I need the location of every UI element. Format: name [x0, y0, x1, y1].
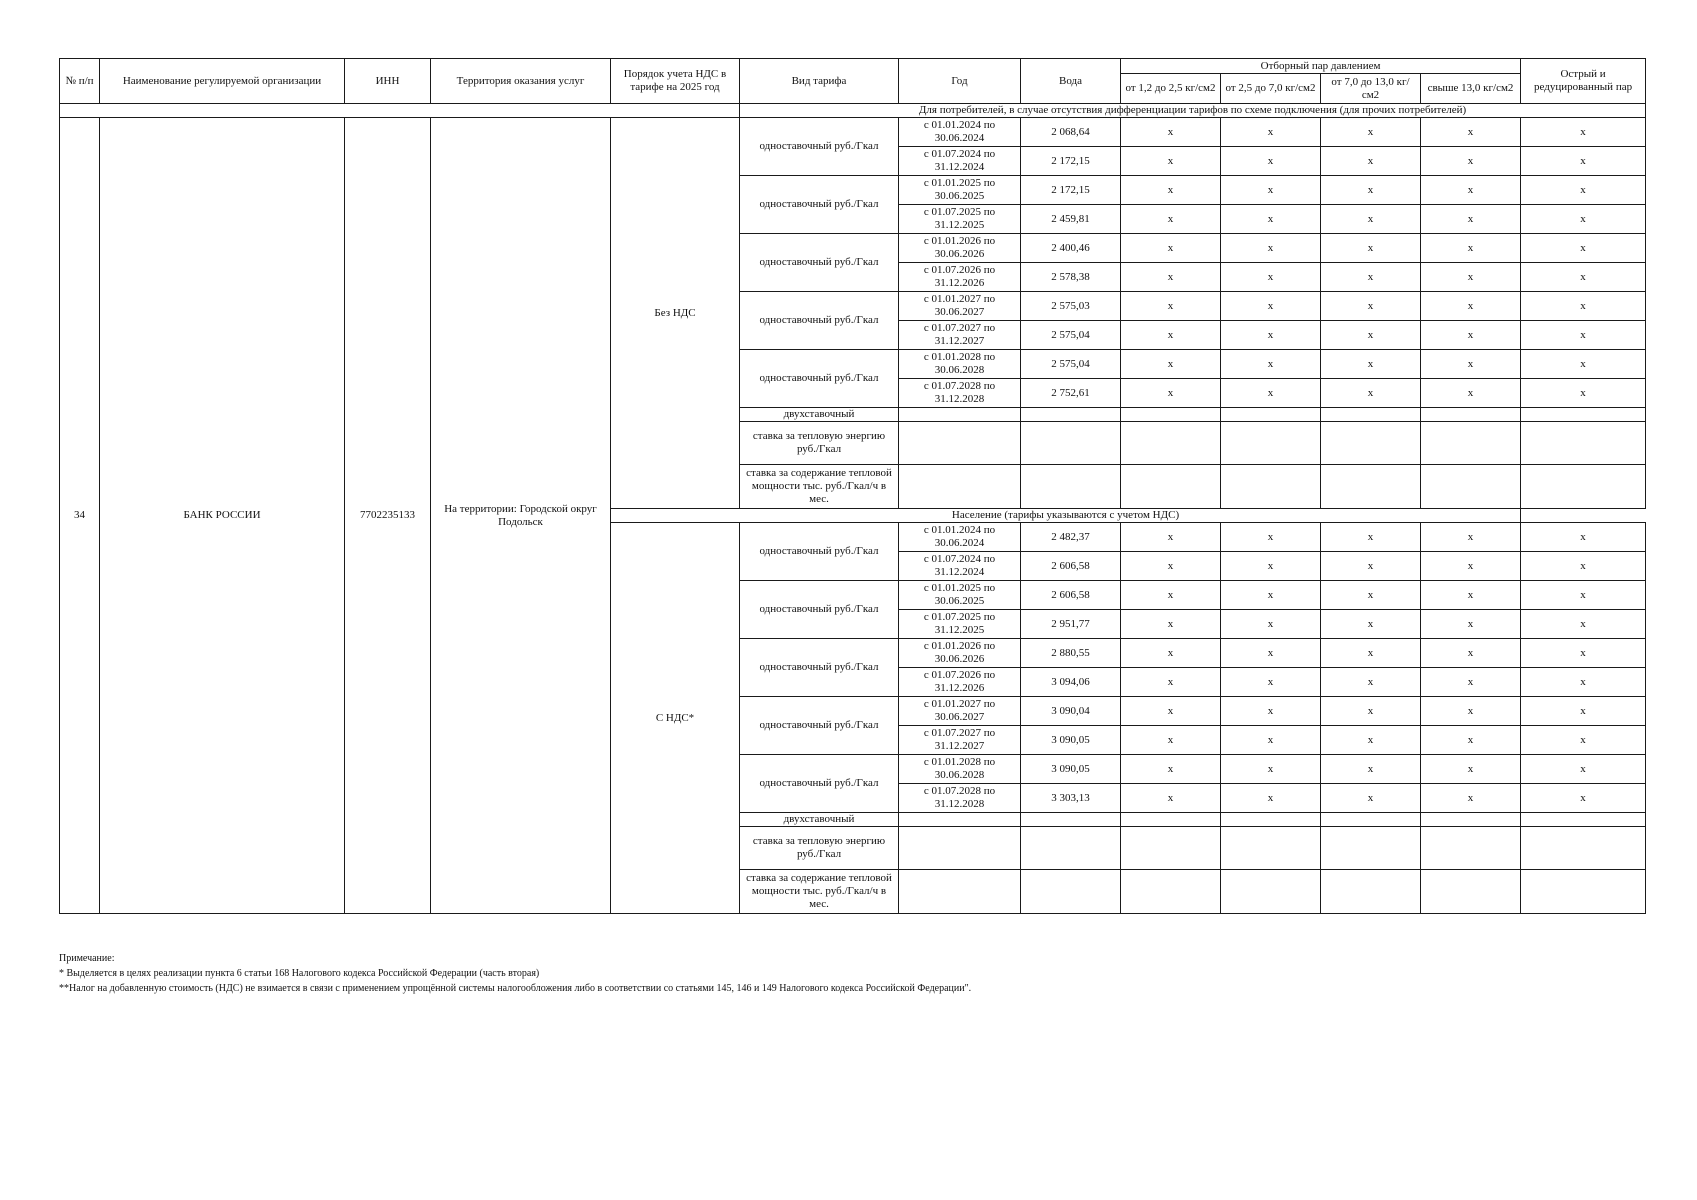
tariff-single-rate: одноставочный руб./Гкал — [740, 697, 899, 755]
header-vat-order: Порядок учета НДС в тарифе на 2025 год — [611, 59, 740, 104]
empty-cell — [1121, 408, 1221, 422]
water-value: 2 606,58 — [1021, 581, 1121, 610]
header-org-name: Наименование регулируемой организации — [100, 59, 345, 104]
x-mark: x — [1521, 263, 1646, 292]
period-second-half: с 01.07.2027 по 31.12.2027 — [899, 726, 1021, 755]
x-mark: x — [1321, 755, 1421, 784]
org-inn: 7702235133 — [345, 118, 431, 914]
x-mark: x — [1521, 610, 1646, 639]
empty-cell — [899, 813, 1021, 827]
x-mark: x — [1221, 552, 1321, 581]
period-second-half: с 01.07.2024 по 31.12.2024 — [899, 552, 1021, 581]
x-mark: x — [1221, 697, 1321, 726]
empty-cell — [1521, 827, 1646, 870]
water-value: 2 575,04 — [1021, 350, 1121, 379]
section-spacer — [60, 104, 740, 118]
x-mark: x — [1221, 292, 1321, 321]
period-first-half: с 01.01.2027 по 30.06.2027 — [899, 292, 1021, 321]
x-mark: x — [1221, 321, 1321, 350]
empty-cell — [1021, 422, 1121, 465]
x-mark: x — [1321, 321, 1421, 350]
period-first-half: с 01.01.2025 по 30.06.2025 — [899, 581, 1021, 610]
tariff-single-rate: одноставочный руб./Гкал — [740, 350, 899, 408]
empty-cell — [1521, 813, 1646, 827]
water-value: 2 459,81 — [1021, 205, 1121, 234]
x-mark: x — [1421, 552, 1521, 581]
empty-cell — [1521, 422, 1646, 465]
water-value: 3 303,13 — [1021, 784, 1121, 813]
x-mark: x — [1121, 118, 1221, 147]
x-mark: x — [1121, 726, 1221, 755]
period-second-half: с 01.07.2024 по 31.12.2024 — [899, 147, 1021, 176]
x-mark: x — [1321, 523, 1421, 552]
empty-cell — [1521, 870, 1646, 914]
empty-cell — [1421, 870, 1521, 914]
x-mark: x — [1321, 292, 1421, 321]
empty-cell — [1321, 422, 1421, 465]
x-mark: x — [1121, 350, 1221, 379]
x-mark: x — [1121, 234, 1221, 263]
x-mark: x — [1121, 523, 1221, 552]
x-mark: x — [1121, 697, 1221, 726]
x-mark: x — [1521, 697, 1646, 726]
x-mark: x — [1121, 379, 1221, 408]
x-mark: x — [1321, 610, 1421, 639]
x-mark: x — [1121, 176, 1221, 205]
empty-cell — [899, 422, 1021, 465]
x-mark: x — [1521, 668, 1646, 697]
x-mark: x — [1321, 581, 1421, 610]
x-mark: x — [1221, 668, 1321, 697]
header-pressure-3: от 7,0 до 13,0 кг/см2 — [1321, 74, 1421, 104]
empty-cell — [1421, 813, 1521, 827]
empty-cell — [1221, 813, 1321, 827]
x-mark: x — [1321, 697, 1421, 726]
water-value: 2 575,04 — [1021, 321, 1121, 350]
empty-cell — [1321, 813, 1421, 827]
period-second-half: с 01.07.2025 по 31.12.2025 — [899, 205, 1021, 234]
period-second-half: с 01.07.2025 по 31.12.2025 — [899, 610, 1021, 639]
x-mark: x — [1421, 784, 1521, 813]
x-mark: x — [1521, 118, 1646, 147]
header-territory: Территория оказания услуг — [431, 59, 611, 104]
water-value: 3 090,04 — [1021, 697, 1121, 726]
empty-cell — [1421, 408, 1521, 422]
x-mark: x — [1121, 610, 1221, 639]
x-mark: x — [1521, 350, 1646, 379]
water-value: 2 400,46 — [1021, 234, 1121, 263]
empty-cell — [1221, 827, 1321, 870]
water-value: 3 090,05 — [1021, 755, 1121, 784]
x-mark: x — [1421, 118, 1521, 147]
header-sharp-steam: Острый и редуцированный пар — [1521, 59, 1646, 104]
x-mark: x — [1521, 726, 1646, 755]
empty-cell — [1421, 827, 1521, 870]
x-mark: x — [1421, 292, 1521, 321]
tariff-single-rate: одноставочный руб./Гкал — [740, 639, 899, 697]
table-body — [60, 104, 1646, 914]
x-mark: x — [1521, 176, 1646, 205]
x-mark: x — [1321, 639, 1421, 668]
water-value: 2 951,77 — [1021, 610, 1121, 639]
x-mark: x — [1321, 205, 1421, 234]
x-mark: x — [1221, 639, 1321, 668]
row-num: 34 — [60, 118, 100, 914]
vat-order: С НДС* — [611, 523, 740, 914]
x-mark: x — [1321, 668, 1421, 697]
empty-cell — [1021, 813, 1121, 827]
x-mark: x — [1221, 755, 1321, 784]
tariff-table — [59, 58, 1646, 914]
x-mark: x — [1221, 523, 1321, 552]
x-mark: x — [1421, 205, 1521, 234]
empty-cell — [1221, 465, 1321, 509]
empty-cell — [1221, 408, 1321, 422]
x-mark: x — [1121, 321, 1221, 350]
period-second-half: с 01.07.2026 по 31.12.2026 — [899, 263, 1021, 292]
x-mark: x — [1421, 147, 1521, 176]
x-mark: x — [1321, 147, 1421, 176]
header-water: Вода — [1021, 59, 1121, 104]
x-mark: x — [1121, 581, 1221, 610]
period-second-half: с 01.07.2027 по 31.12.2027 — [899, 321, 1021, 350]
water-value: 2 172,15 — [1021, 176, 1121, 205]
water-value: 2 068,64 — [1021, 118, 1121, 147]
header-pressure-1: от 1,2 до 2,5 кг/см2 — [1121, 74, 1221, 104]
tariff-sheet — [59, 58, 1645, 914]
period-first-half: с 01.01.2025 по 30.06.2025 — [899, 176, 1021, 205]
x-mark: x — [1421, 234, 1521, 263]
tariff-single-rate: одноставочный руб./Гкал — [740, 523, 899, 581]
empty-cell — [899, 870, 1021, 914]
x-mark: x — [1221, 581, 1321, 610]
water-value: 2 172,15 — [1021, 147, 1121, 176]
water-value: 3 094,06 — [1021, 668, 1121, 697]
x-mark: x — [1121, 668, 1221, 697]
x-mark: x — [1521, 292, 1646, 321]
x-mark: x — [1221, 147, 1321, 176]
x-mark: x — [1121, 205, 1221, 234]
period-first-half: с 01.01.2026 по 30.06.2026 — [899, 639, 1021, 668]
x-mark: x — [1221, 350, 1321, 379]
empty-cell — [1121, 422, 1221, 465]
x-mark: x — [1321, 234, 1421, 263]
period-first-half: с 01.01.2028 по 30.06.2028 — [899, 755, 1021, 784]
empty-cell — [1321, 465, 1421, 509]
x-mark: x — [1221, 610, 1321, 639]
x-mark: x — [1121, 263, 1221, 292]
header-inn: ИНН — [345, 59, 431, 104]
empty-cell — [1021, 465, 1121, 509]
x-mark: x — [1521, 523, 1646, 552]
vat-order: Без НДС — [611, 118, 740, 509]
x-mark: x — [1121, 552, 1221, 581]
empty-cell — [899, 827, 1021, 870]
x-mark: x — [1421, 668, 1521, 697]
x-mark: x — [1321, 726, 1421, 755]
x-mark: x — [1121, 784, 1221, 813]
x-mark: x — [1321, 350, 1421, 379]
empty-cell — [1121, 870, 1221, 914]
x-mark: x — [1121, 147, 1221, 176]
x-mark: x — [1321, 176, 1421, 205]
x-mark: x — [1421, 263, 1521, 292]
x-mark: x — [1321, 118, 1421, 147]
territory: На территории: Городской округ Подольск — [431, 118, 611, 914]
empty-cell — [1221, 422, 1321, 465]
period-first-half: с 01.01.2026 по 30.06.2026 — [899, 234, 1021, 263]
energy-rate-label: ставка за тепловую энергию руб./Гкал — [740, 422, 899, 465]
period-second-half: с 01.07.2028 по 31.12.2028 — [899, 379, 1021, 408]
empty-cell — [1021, 870, 1121, 914]
header-pressure-2: от 2,5 до 7,0 кг/см2 — [1221, 74, 1321, 104]
note-2: **Налог на добавленную стоимость (НДС) не взимается в связи с применением упрощённой системы налогообложения либо в соответствии со статьями 145, 146 и 149 Налогового кодекса Российской Федерации". — [59, 983, 972, 994]
x-mark: x — [1421, 610, 1521, 639]
header-tariff-type: Вид тарифа — [740, 59, 899, 104]
period-first-half: с 01.01.2024 по 30.06.2024 — [899, 118, 1021, 147]
tariff-single-rate: одноставочный руб./Гкал — [740, 234, 899, 292]
empty-cell — [1121, 465, 1221, 509]
header-year: Год — [899, 59, 1021, 104]
tariff-single-rate: одноставочный руб./Гкал — [740, 581, 899, 639]
x-mark: x — [1321, 784, 1421, 813]
header-num: № п/п — [60, 59, 100, 104]
x-mark: x — [1221, 176, 1321, 205]
x-mark: x — [1121, 292, 1221, 321]
empty-cell — [1421, 422, 1521, 465]
x-mark: x — [1221, 263, 1321, 292]
x-mark: x — [1421, 523, 1521, 552]
note-1: * Выделяется в целях реализации пункта 6 статьи 168 Налогового кодекса Российской Федерации (часть вторая) — [59, 968, 540, 979]
water-value: 3 090,05 — [1021, 726, 1121, 755]
water-value: 2 578,38 — [1021, 263, 1121, 292]
x-mark: x — [1321, 552, 1421, 581]
tariff-single-rate: одноставочный руб./Гкал — [740, 292, 899, 350]
empty-cell — [1321, 408, 1421, 422]
x-mark: x — [1421, 697, 1521, 726]
header-pressure-4: свыше 13,0 кг/см2 — [1421, 74, 1521, 104]
x-mark: x — [1421, 350, 1521, 379]
x-mark: x — [1421, 176, 1521, 205]
tariff-single-rate: одноставочный руб./Гкал — [740, 755, 899, 813]
section-title-population: Население (тарифы указываются с учетом НДС) — [611, 509, 1521, 523]
header-steam-group: Отборный пар давлением — [1121, 59, 1521, 74]
x-mark: x — [1521, 321, 1646, 350]
tariff-single-rate: одноставочный руб./Гкал — [740, 118, 899, 176]
x-mark: x — [1521, 234, 1646, 263]
x-mark: x — [1521, 205, 1646, 234]
notes — [59, 951, 971, 996]
water-value: 2 482,37 — [1021, 523, 1121, 552]
empty-cell — [1021, 827, 1121, 870]
x-mark: x — [1421, 581, 1521, 610]
capacity-rate-label: ставка за содержание тепловой мощности тыс. руб./Гкал/ч в мес. — [740, 465, 899, 509]
period-second-half: с 01.07.2026 по 31.12.2026 — [899, 668, 1021, 697]
empty-cell — [1321, 827, 1421, 870]
x-mark: x — [1221, 234, 1321, 263]
x-mark: x — [1221, 726, 1321, 755]
empty-cell — [1121, 827, 1221, 870]
x-mark: x — [1321, 379, 1421, 408]
water-value: 2 880,55 — [1021, 639, 1121, 668]
period-second-half: с 01.07.2028 по 31.12.2028 — [899, 784, 1021, 813]
empty-cell — [899, 408, 1021, 422]
x-mark: x — [1521, 639, 1646, 668]
x-mark: x — [1521, 379, 1646, 408]
empty-cell — [1321, 870, 1421, 914]
energy-rate-label: ставка за тепловую энергию руб./Гкал — [740, 827, 899, 870]
x-mark: x — [1521, 755, 1646, 784]
empty-cell — [1121, 813, 1221, 827]
period-first-half: с 01.01.2028 по 30.06.2028 — [899, 350, 1021, 379]
period-first-half: с 01.01.2024 по 30.06.2024 — [899, 523, 1021, 552]
empty-cell — [1021, 408, 1121, 422]
x-mark: x — [1321, 263, 1421, 292]
notes-title: Примечание: — [59, 953, 115, 964]
x-mark: x — [1521, 581, 1646, 610]
x-mark: x — [1521, 552, 1646, 581]
x-mark: x — [1121, 755, 1221, 784]
x-mark: x — [1221, 379, 1321, 408]
section-title-other: Для потребителей, в случае отсутствия дифференциации тарифов по схеме подключения (для прочих потребителей) — [740, 104, 1646, 118]
x-mark: x — [1421, 379, 1521, 408]
x-mark: x — [1421, 755, 1521, 784]
water-value: 2 575,03 — [1021, 292, 1121, 321]
tariff-two-rate: двухставочный — [740, 813, 899, 827]
x-mark: x — [1421, 726, 1521, 755]
tariff-single-rate: одноставочный руб./Гкал — [740, 176, 899, 234]
period-first-half: с 01.01.2027 по 30.06.2027 — [899, 697, 1021, 726]
x-mark: x — [1221, 205, 1321, 234]
x-mark: x — [1221, 118, 1321, 147]
empty-cell — [899, 465, 1021, 509]
org-name: БАНК РОССИИ — [100, 118, 345, 914]
empty-cell — [1221, 870, 1321, 914]
empty-cell — [1421, 465, 1521, 509]
tariff-two-rate: двухставочный — [740, 408, 899, 422]
x-mark: x — [1521, 784, 1646, 813]
x-mark: x — [1221, 784, 1321, 813]
empty-cell — [1521, 408, 1646, 422]
x-mark: x — [1421, 639, 1521, 668]
x-mark: x — [1121, 639, 1221, 668]
water-value: 2 606,58 — [1021, 552, 1121, 581]
x-mark: x — [1521, 147, 1646, 176]
water-value: 2 752,61 — [1021, 379, 1121, 408]
capacity-rate-label: ставка за содержание тепловой мощности тыс. руб./Гкал/ч в мес. — [740, 870, 899, 914]
empty-cell — [1521, 465, 1646, 509]
x-mark: x — [1421, 321, 1521, 350]
